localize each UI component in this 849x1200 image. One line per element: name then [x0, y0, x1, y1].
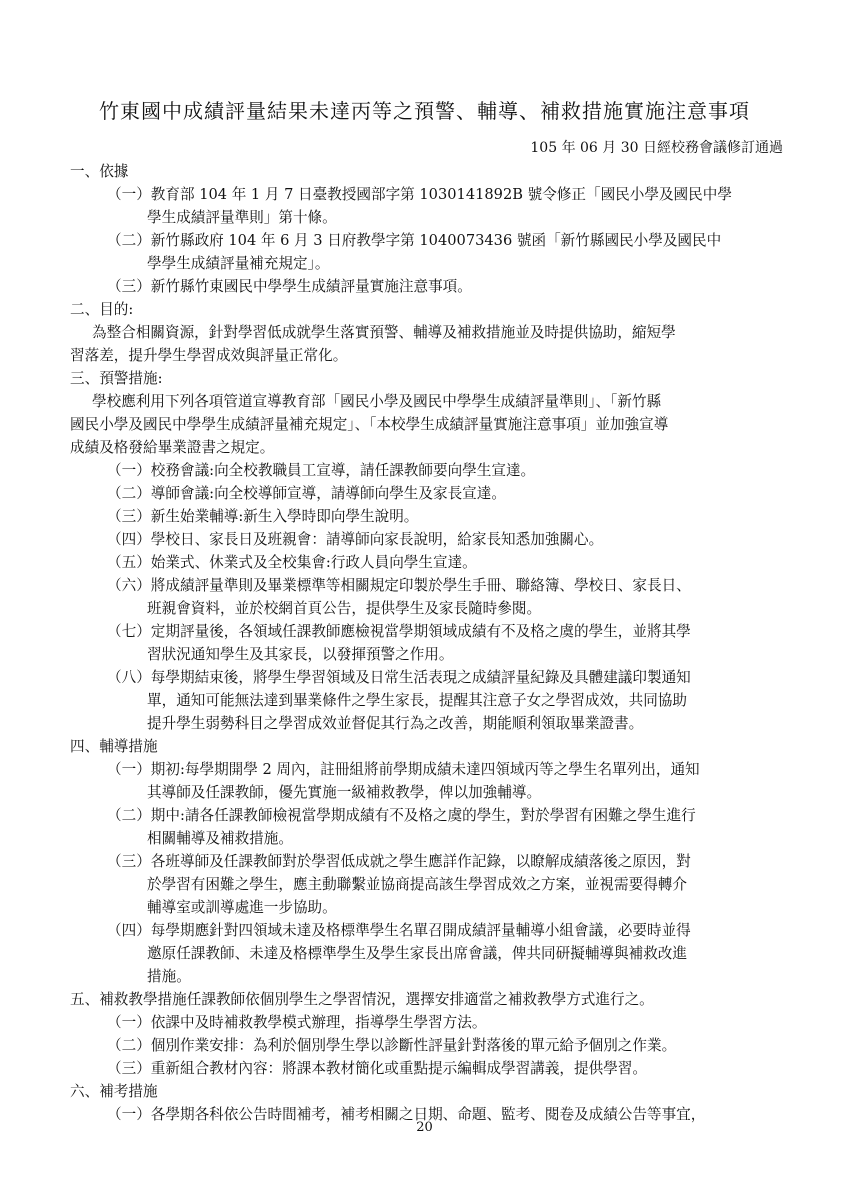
section-heading: 三、預警措施: [70, 370, 163, 387]
list-item-line: （一）校務會議:向全校教職員工宣導，請任課教師要向學生宣達。 [107, 462, 536, 479]
list-item-line: 相關輔導及補救措施。 [147, 830, 293, 847]
list-item-line: 班親會資料，並於校網首頁公告，提供學生及家長隨時參閱。 [147, 600, 542, 617]
list-item-line: 措施。 [147, 968, 191, 985]
list-item-line: 學學生成績評量補充規定」。 [147, 255, 330, 272]
list-item-line: （七）定期評量後，各領域任課教師應檢視當學期領域成績有不及格之虞的學生，並將其學 [107, 623, 691, 640]
section-heading: 一、依據 [70, 163, 129, 180]
section-heading: 二、目的: [70, 301, 134, 318]
list-item-line: （五）始業式、休業式及全校集會:行政人員向學生宣達。 [107, 554, 477, 571]
paragraph-line: 習落差，提升學生學習成效與評量正常化。 [70, 347, 348, 364]
list-item-line: 於學習有困難之學生，應主動聯繫並協商提高該生學習成效之方案，並視需要得轉介 [147, 876, 687, 893]
list-item-line: （八）每學期結束後，將學生學習領域及日常生活表現之成績評量紀錄及具體建議印製通知 [107, 669, 691, 686]
list-item-line: （三）新竹縣竹東國民中學學生成績評量實施注意事項。 [107, 278, 472, 295]
paragraph-line: 為整合相關資源，針對學習低成就學生落實預警、輔導及補救措施並及時提供協助，縮短學 [92, 324, 676, 341]
list-item-line: （一）各學期各科依公告時間補考，補考相關之日期、命題、監考、閱卷及成績公告等事宜， [107, 1106, 706, 1123]
list-item-line: 學生成績評量準則」第十條。 [147, 209, 337, 226]
section-heading: 六、補考措施 [70, 1083, 158, 1100]
list-item-line: 其導師及任課教師，優先實施一級補救教學，俾以加強輔導。 [147, 784, 542, 801]
section-heading: 四、輔導措施 [70, 738, 158, 755]
paragraph-line: 國民小學及國民中學學生成績評量補充規定」、「本校學生成績評量實施注意事項」並加強宣導 [70, 416, 669, 433]
list-item-line: （三）新生始業輔導:新生入學時即向學生說明。 [107, 508, 419, 525]
list-item-line: （二）期中:請各任課教師檢視當學期成績有不及格之虞的學生，對於學習有困難之學生進行 [107, 807, 696, 824]
list-item-line: 輔導室或訓導處進一步協助。 [147, 899, 337, 916]
list-item-line: （一）期初:每學期開學 2 周內，註冊組將前學期成績未達四領域丙等之學生名單列出，通知 [107, 761, 700, 778]
list-item-line: （二）個別作業安排：為利於個別學生學以診斷性評量針對落後的單元給予個別之作業。 [107, 1037, 677, 1054]
revision-note: 105 年 06 月 30 日經校務會議修訂通過 [530, 140, 783, 156]
list-item-line: 單，通知可能無法達到畢業條件之學生家長，提醒其注意子女之學習成效，共同協助 [147, 692, 687, 709]
list-item-line: （四）每學期應針對四領域未達及格標準學生名單召開成績評量輔導小組會議，必要時並得 [107, 922, 691, 939]
list-item-line: （六）將成績評量準則及畢業標準等相關規定印製於學生手冊、聯絡簿、學校日、家長日、 [107, 577, 691, 594]
list-item-line: 邀原任課教師、未達及格標準學生及學生家長出席會議，俾共同研擬輔導與補救改進 [147, 945, 687, 962]
list-item-line: 習狀況通知學生及其家長，以發揮預警之作用。 [147, 646, 454, 663]
list-item-line: （三）各班導師及任課教師對於學習低成就之學生應詳作記錄，以瞭解成績落後之原因，對 [107, 853, 691, 870]
list-item-line: （二）新竹縣政府 104 年 6 月 3 日府教學字第 1040073436 號函「新竹縣國民小學及國民中 [107, 232, 722, 249]
list-item-line: （二）導師會議:向全校導師宣導，請導師向學生及家長宣達。 [107, 485, 506, 502]
document-title: 竹東國中成績評量結果未達丙等之預警、輔導、補救措施實施注意事項 [99, 99, 750, 123]
paragraph-line: 學校應利用下列各項管道宣導教育部「國民小學及國民中學學生成績評量準則」、「新竹縣 [92, 393, 662, 410]
list-item-line: （三）重新組合教材內容：將課本教材簡化或重點提示編輯成學習講義，提供學習。 [107, 1060, 647, 1077]
section-heading: 五、補救教學措施任課教師依個別學生之學習情況，選擇安排適當之補救教學方式進行之。 [70, 991, 654, 1008]
list-item-line: 提升學生弱勢科目之學習成效並督促其行為之改善，期能順利領取畢業證書。 [147, 715, 644, 732]
list-item-line: （四）學校日、家長日及班親會：請導師向家長說明，給家長知悉加強關心。 [107, 531, 604, 548]
paragraph-line: 成績及格發給畢業證書之規定。 [70, 439, 275, 456]
page-number: 20 [416, 1120, 433, 1135]
list-item-line: （一）依課中及時補救教學模式辦理，指導學生學習方法。 [107, 1014, 487, 1031]
list-item-line: （一）教育部 104 年 1 月 7 日臺教授國部字第 1030141892B 號令修正「國民小學及國民中學 [107, 186, 732, 203]
